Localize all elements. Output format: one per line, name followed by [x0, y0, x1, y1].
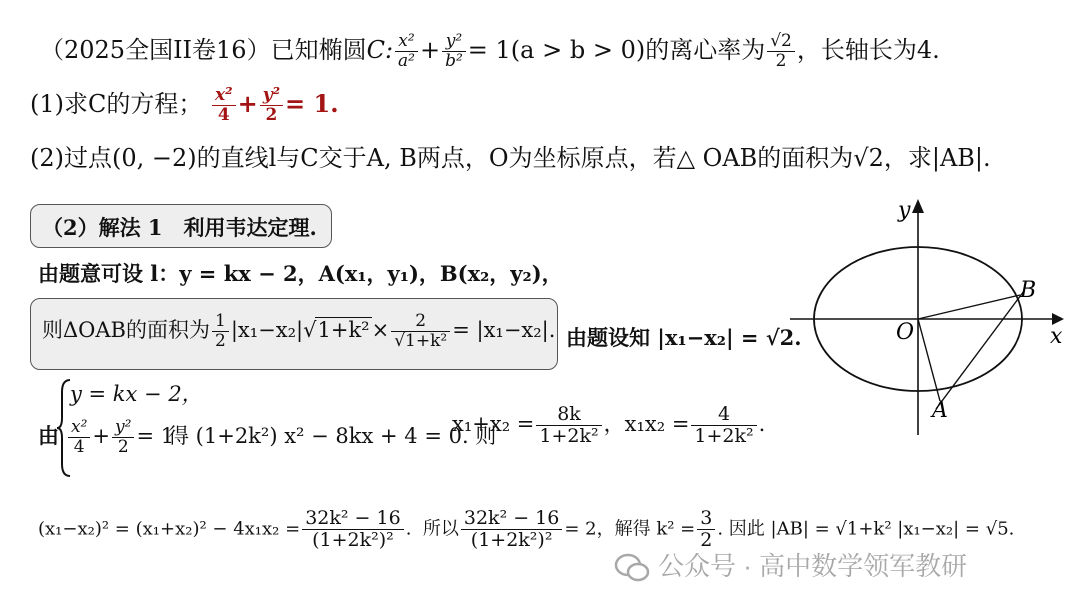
stem-prefix: （2025全国II卷16）已知椭圆 — [40, 36, 367, 64]
segment-ob — [918, 295, 1020, 319]
segment-oa — [918, 319, 940, 401]
stem-eccentricity: $\frac{√2}{2}$ — [767, 32, 795, 71]
label-b: B — [1020, 278, 1037, 303]
watermark-text: 公众号 · 高中数学领军教研 — [658, 551, 968, 581]
area-given: 由题设知 |x₁−x₂| = √2. — [566, 325, 802, 350]
y-axis — [912, 199, 924, 435]
vieta: x₁+x₂ = $\frac{8k}{\text{1+2k²}}$ ，x₁x₂ = $\frac{4}{\text{1+2k²}}$ . — [452, 403, 766, 447]
label-a: A — [932, 398, 948, 423]
watermark — [614, 546, 967, 583]
stem-c: C: — [366, 36, 394, 64]
part1 — [30, 84, 339, 125]
system-result: 得 (1+2k²) x² − 8kx + 4 = 0. 则 — [168, 424, 497, 448]
system-eq2: $\frac{\text{x²}}{4}$ + $\frac{\text{y²}}{2}$ = 1 — [66, 418, 174, 457]
x-axis — [790, 313, 1064, 325]
stem-equation: = 1(a > b > 0)的离心率为 — [467, 36, 766, 64]
ellipse-figure — [790, 195, 1080, 445]
stem-fraction-2: $\frac{\text{y²}}{\text{b²}}$ — [442, 32, 466, 71]
label-o: O — [896, 320, 915, 345]
final-line: (x₁−x₂)² = (x₁+x₂)² − 4x₁x₂ = $\frac{\text{32k² − 16}}{\text{(1+2k²)²}}$ . 所以 $\frac{\text{32k² − 16}}{\text{(1+2k²)²}}$ = 2，解得 k² = $\frac{3}{2}$ . 因此 |AB| = √1+k² |x₁−x₂| = √5. — [38, 507, 1015, 551]
solution-set-line: 由题意可设 l：y = kx − 2，A(x₁，y₁)，B(x₂，y₂)， — [38, 261, 563, 286]
part1-label: (1)求C的方程； — [30, 90, 203, 118]
part2: (2)过点(0, −2)的直线l与C交于A, B两点，O为坐标原点，若△ OAB的面积为√2，求|AB|. — [30, 144, 991, 172]
area-line: 则ΔOAB的面积为 $\frac{1}{2}$ |x₁−x₂|√1+k²× $\frac{2}{\text{√1+k²}}$ = |x₁−x₂|. — [42, 311, 556, 351]
label-x: x — [1050, 324, 1063, 349]
problem-stem: （2025全国II卷16）已知椭圆C: $\frac{\text{x²}}{\text{a²}}$ + $\frac{\text{y²}}{\text{b²}}$ = 1(a > b > 0)的离心率为 $\frac{√2}{2}$ ，长轴长为4. — [40, 31, 940, 71]
part1-answer: $\frac{\text{x²}}{4}$ + $\frac{\text{y²}}{2}$ = 1. — [210, 89, 339, 118]
system-prefix: 由 — [38, 423, 59, 448]
label-y: y — [898, 198, 911, 223]
system-eq1: y = kx − 2， — [70, 382, 203, 406]
wechat-icon — [614, 553, 650, 583]
stem-fraction-1: $\frac{\text{x²}}{\text{a²}}$ — [395, 32, 418, 71]
stem-suffix: ，长轴长为4. — [796, 36, 940, 64]
solution-header: （2）解法 1 利用韦达定理. — [42, 215, 317, 240]
